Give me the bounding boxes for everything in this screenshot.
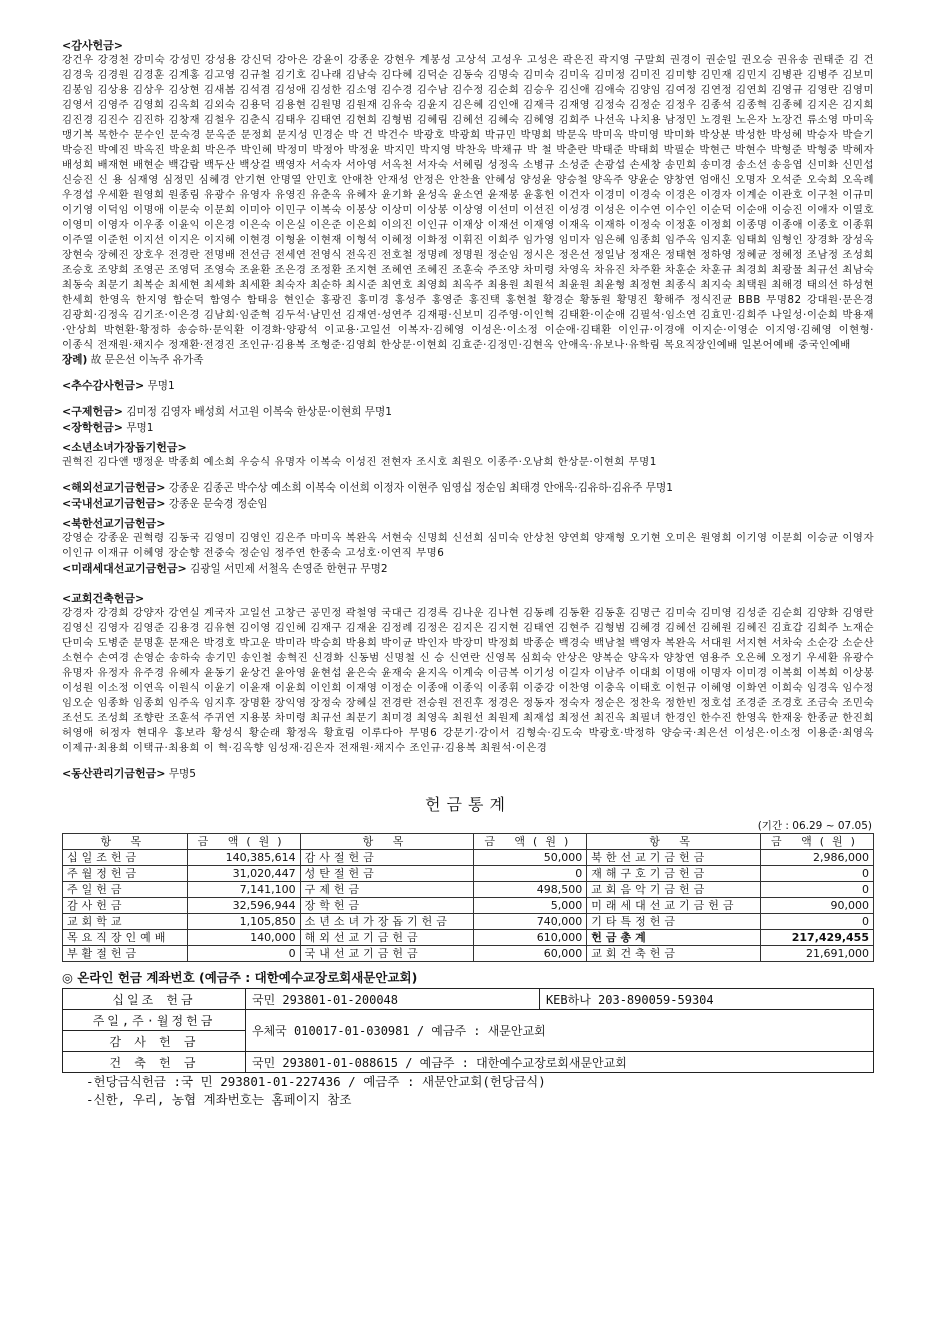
section-title: <해외선교기금헌금> xyxy=(62,481,166,494)
stats-amount: 31,020,447 xyxy=(187,866,300,882)
stats-header: 항 목 xyxy=(587,834,761,850)
stats-amount: 140,385,614 xyxy=(187,850,300,866)
accounts-table xyxy=(62,988,874,1073)
stats-row xyxy=(63,882,874,898)
stats-table xyxy=(62,833,874,962)
section-title: 장례) xyxy=(62,354,88,366)
stats-header: 금 액(원) xyxy=(474,834,587,850)
stats-amount: 0 xyxy=(187,946,300,962)
stats-item: 주일헌금 xyxy=(63,882,188,898)
stats-header: 금 액(원) xyxy=(761,834,874,850)
stats-amount: 0 xyxy=(761,866,874,882)
section-title: <장학헌금> xyxy=(62,421,123,434)
thanks-label: 감 사 헌 금 xyxy=(63,1031,246,1052)
stats-item: 소년소녀가장돕기헌금 xyxy=(300,914,474,930)
building-label: 건 축 헌 금 xyxy=(63,1052,246,1073)
stats-amount: 90,000 xyxy=(761,898,874,914)
section-inline: 김미정 김영자 배성희 서고원 이복숙 한상문·이현희 무명1 xyxy=(126,406,392,418)
stats-row xyxy=(63,946,874,962)
section-inline: 강종운 문숙경 정순임 xyxy=(168,498,268,510)
section-relief-group xyxy=(62,404,874,470)
stats-item: 감사헌금 xyxy=(63,898,188,914)
section-body: 강건우 강경천 강미숙 강성민 강성용 강신덕 강아은 강윤이 강종운 강현우 계봉성 고상석 고성우 고성은 곽은진 곽지영 구말희 권경이 권순일 권오승 권유송 권태준 김 건 김경욱 김경원 김경훈 김계홍 김고영 김규철 김기호 김나래 김남숙 김다혜 김덕순 김동숙 김명숙 김미숙 김미옥 김미정 김미진 김미향 김민재 김민지 김병관 김병주 김보미 김봉임 김상용 김상우 김상현 김새봄 김석겸 김성애 김성한 김소영 김수경 김수남 김수정 김순희 김승우 김신애 김애숙 김양임 김여정 김연정 김연희 김영규 김영란 김영미 김영서 김영주 김영희 김옥희 김외숙 김용덕 김용현 김원명 김원재 김유숙 김윤지 김은혜 김인애 김재극 김재영 김정숙 김정순 김정우 김종석 김종혁 김종혜 김지은 김지희 김진경 김진수 김진하 김창재 김철우 김춘식 김태우 김태연 김현희 김형범 김혜림 김혜선 김혜숙 김혜영 김희주 나선옥 나치용 남정민 노경원 노은자 노장건 류소영 마미옥 맹기복 목한수 문수인 문숙경 문옥준 문정희 문지성 민경순 박 건 박건수 박광호 박광희 박규민 박명희 박문옥 박미옥 박미영 박미화 박상분 박성한 박성혜 박승자 박슬기 박승진 박예진 박옥진 박운희 박은주 박인혜 박정미 박정아 박정윤 박지민 박지영 박찬욱 박채규 박 철 박춘란 박태준 박태희 박필순 박현근 박현수 박형준 박형중 박혜자 배성희 배재현 배현순 백갑람 백두산 백상걸 백영자 서숙자 서아영 서옥천 서자숙 서혜림 성정옥 소병규 소성준 손광섭 손세창 송민희 송미경 송소선 송응엽 신미화 신민섭 신승진 신 용 심재영 심정민 심혜경 안기현 안명열 안민호 안애찬 안재성 안정은 안찬율 안혜성 양성윤 양승철 양옥주 양윤순 양창연 엄애신 오명자 오석준 오숙희 오옥례 우경섭 우세환 원영희 원종림 유광수 유영자 유영진 유춘옥 유혜자 윤기화 윤성옥 윤소연 윤재봉 윤홍헌 이건자 이경미 이경숙 이경은 이경자 이계순 이관호 이구천 이규미 이기영 이덕임 이명애 이문숙 이문희 이미아 이민구 이복숙 이봉상 이상미 이상봉 이상영 이선미 이선진 이성경 이성은 이수연 이수인 이순덕 이순애 이승진 이애자 이열호 이영미 이영자 이우종 이윤익 이은경 이은숙 이은실 이은준 이은희 이의진 이인규 이재상 이재선 이재영 이재옥 이재하 이정숙 이정훈 이정희 이종명 이종애 이종호 이종휘 이주열 이준헌 이지선 이지은 이지혜 이현경 이형윤 이현재 이형석 이혜정 이화정 이휘진 이희주 임가영 임미자 임은혜 임종희 임주옥 임지훈 임태희 임형인 장경화 장성옥 장현숙 장혜진 장호우 전경란 전명배 전선금 전세연 전영식 전옥진 전호철 정명례 정명원 정순임 정시은 정은선 정일남 정재은 정태현 정하영 정혜균 정혜정 조남정 조성희 조승호 조양희 조영곤 조영덕 조영숙 조윤환 조은경 조정환 조지현 조혜연 조혜진 조훈숙 주조양 차미령 차영옥 차유진 차주환 차훈순 차훈규 최경희 최광물 최규선 최남숙 최동숙 최문기 최복순 최세현 최세화 최세환 최숙자 최순하 최시준 최연호 최영희 최옥주 최용원 최원석 최윤원 최윤형 최정현 최종식 최지숙 최택원 최해경 태의선 하성현 한세희 한영옥 한지영 함순덕 함영수 함태응 현인순 홍광진 홍미경 홍성주 홍영준 홍진택 홍현철 황경순 황동원 황명진 황해주 정식진균 BBB 무명82 강대원·문은경 김광희·김정옥 김기조·이은경 김남희·임준혁 김두석·남민선 김재연·성연주 김재평·신보미 김주영·이인혁 김태환·이순애 김필석·임소연 김효민·김희주 나일성·이순희 박용재·안상희 박현환·황정하 송승하·문익환 이경화·양광석 이교용·고일선 이복자·김혜영 이성은·이소정 이순애·김태환 이인규·이경애 이지순·이영순 이지영·김혜영 이현형·이종식 전재원·채지수 정재환·전경진 조인규·김용복 조형준·김영희 한상문·이현희 김효준·김정민·김현옥 안애옥·유보나·유학림 목요직장인예배 일본어예배 중국인예배 xyxy=(62,54,874,351)
stats-amount: 498,500 xyxy=(474,882,587,898)
section-inline: 故 문은선 이녹주 유가족 xyxy=(90,354,204,366)
note-1: -헌당금식헌금 :국 민 293801-01-227436 / 예금주 : 새문안교회(헌당금식) xyxy=(86,1074,546,1089)
stats-amount: 1,105,850 xyxy=(187,914,300,930)
tithe-account-2: KEB하나 203-890059-59304 xyxy=(539,989,873,1010)
section-title: <소년소녀가장돕기헌금> xyxy=(62,441,187,454)
stats-row xyxy=(63,866,874,882)
stats-item: 국내선교기금헌금 xyxy=(300,946,474,962)
tithe-label: 십일조 헌금 xyxy=(63,989,246,1010)
stats-amount: 7,141,100 xyxy=(187,882,300,898)
stats-amount: 50,000 xyxy=(474,850,587,866)
stats-amount: 2,986,000 xyxy=(761,850,874,866)
stats-amount: 140,000 xyxy=(187,930,300,946)
post-account: 우체국 010017-01-030981 / 예금주 : 새문안교회 xyxy=(246,1010,874,1052)
stats-title: 헌금통계 xyxy=(425,795,511,814)
stats-item: 재해구호기금헌금 xyxy=(587,866,761,882)
stats-amount: 21,691,000 xyxy=(761,946,874,962)
section-inline: 강종운 김종곤 박수상 예소희 이복숙 이선희 이정자 이현주 임영십 정순임 최태경 안애옥·김유하·김유주 무명1 xyxy=(168,482,673,494)
section-inline: 김광일 서민제 서철옥 손영준 한현규 무명2 xyxy=(190,563,388,575)
stats-row xyxy=(63,930,874,946)
section-body: 강경자 강경희 강양자 강연실 계국자 고일선 고창근 공민정 곽철영 국대근 김경록 김나운 김나현 김동례 김동환 김동훈 김명근 김미숙 김미영 김성준 김순희 김양화 김영란 김영신 김영자 김영준 김용경 김유현 김이영 김인혜 김재구 김재윤 김정례 김정은 김지은 김지현 김태연 김현주 김형범 김혜경 김혜선 김혜원 김혜진 김효갑 김희주 노재순 단미숙 도병준 문명훈 문재은 박경호 박고운 박미라 박승희 박용희 박이균 박인자 박장미 박정희 박종순 백경숙 백남철 백영자 복완옥 서대원 서지현 서차숙 소순강 소순산 소현수 손여경 손영순 송하숙 송기민 송인철 송혁진 신경화 신동범 신명철 신 승 신연란 신영목 심희숙 안상은 양복순 양옥자 양창연 염용주 오은혜 오정기 우세환 유광수 유명자 유정자 유주경 유혜자 윤동기 윤상건 윤아영 윤현섭 윤은숙 윤재숙 윤지옥 이계숙 이금복 이기성 이길자 이남주 이대희 이명애 이명자 이미경 이복희 이복희 이상봉 이성원 이소정 이연옥 이원식 이윤기 이윤재 이윤희 이인희 이재영 이정순 이종애 이종익 이종휘 이중강 이찬영 이충옥 이태호 이헌규 이혜영 이화연 이희숙 임경옥 임수정 임오순 임종화 임종희 임주옥 임지후 장명환 장익영 장정숙 장혜실 전경란 전승원 전진후 정경은 정동자 정숙자 정순은 정찬욱 정한빈 정호섭 조경준 조경호 조금숙 조민숙 조선도 조성희 조향란 조훈석 주귀연 지용봉 차미령 최규선 최문기 최미경 최영옥 최원선 최원제 최재섭 최정선 최진옥 최필녀 한경인 한수진 한영옥 한재웅 한종균 한진희 허영애 허정자 현대우 홍보라 황성식 황순래 황정옥 황효림 이루다아 무명6 강문기·강이서 김형숙·김도숙 박광호·박정하 양승국·최은선 이성은·이소정 이용준·최영옥 이제규·최용희 이택규·최용희 이 혁·김옥향 임성재·김은자 전재원·채지수 조인규·김용복 최원석·이은경 xyxy=(62,607,874,754)
section-harvest xyxy=(62,378,874,394)
stats-amount: 5,000 xyxy=(474,898,587,914)
stats-header: 항 목 xyxy=(300,834,474,850)
stats-item: 교회건축헌금 xyxy=(587,946,761,962)
stats-amount: 610,000 xyxy=(474,930,587,946)
stats-amount: 0 xyxy=(761,914,874,930)
stats-item: 미래세대선교기금헌금 xyxy=(587,898,761,914)
stats-amount: 0 xyxy=(474,866,587,882)
section-property xyxy=(62,766,874,782)
stats-item: 기타특정헌금 xyxy=(587,914,761,930)
stats-item: 구제헌금 xyxy=(300,882,474,898)
section-mission-group xyxy=(62,480,874,577)
stats-amount: 217,429,455 xyxy=(761,930,874,946)
stats-item: 십일조헌금 xyxy=(63,850,188,866)
section-title: <추수감사헌금> xyxy=(62,379,145,392)
stats-item: 목요직장인예배 xyxy=(63,930,188,946)
weekly-label: 주일,주·월정헌금 xyxy=(63,1010,246,1031)
tithe-account-1: 국민 293801-01-200048 xyxy=(246,989,540,1010)
section-inline: 무명1 xyxy=(147,380,175,392)
section-title: <감사헌금> xyxy=(62,39,123,52)
section-title: <구제헌금> xyxy=(62,405,123,418)
stats-item: 북한선교기금헌금 xyxy=(587,850,761,866)
section-inline: 무명1 xyxy=(126,422,154,434)
stats-period: (기간 : 06.29 ~ 07.05) xyxy=(757,820,872,832)
stats-item: 부활절헌금 xyxy=(63,946,188,962)
offering-sections xyxy=(62,34,874,782)
section-building xyxy=(62,587,874,756)
section-inline: 무명5 xyxy=(168,768,197,780)
stats-item: 주월정헌금 xyxy=(63,866,188,882)
stats-item: 교회학교 xyxy=(63,914,188,930)
stats-item: 헌금총계 xyxy=(587,930,761,946)
offering-page xyxy=(62,34,874,1109)
section-body: 권혁진 김다앤 맹정운 박종희 예소희 우승식 유명자 이복숙 이성진 전현자 조시호 최원오 이종주·오남희 한상문·이현희 무명1 xyxy=(62,456,657,468)
stats-amount: 740,000 xyxy=(474,914,587,930)
section-title: <북한선교기금헌금> xyxy=(62,517,166,530)
section-title: <국내선교기금헌금> xyxy=(62,497,166,510)
stats-item: 성탄절헌금 xyxy=(300,866,474,882)
stats-amount: 60,000 xyxy=(474,946,587,962)
stats-amount: 0 xyxy=(761,882,874,898)
section-thanks xyxy=(62,34,874,368)
section-title: <미래세대선교기금헌금> xyxy=(62,562,187,575)
stats-item: 감사절헌금 xyxy=(300,850,474,866)
stats-item: 해외선교기금헌금 xyxy=(300,930,474,946)
stats-header: 금 액(원) xyxy=(187,834,300,850)
stats-row xyxy=(63,914,874,930)
section-title: <동산관리기금헌금> xyxy=(62,767,166,780)
note-2: -신한, 우리, 농협 계좌번호는 홈페이지 참조 xyxy=(86,1092,352,1107)
stats-header: 항 목 xyxy=(63,834,188,850)
stats-row xyxy=(63,850,874,866)
stats-item: 교회음악기금헌금 xyxy=(587,882,761,898)
stats-item: 장학헌금 xyxy=(300,898,474,914)
accounts-title: ◎ 온라인 헌금 계좌번호 (예금주 : 대한예수교장로회새문안교회) xyxy=(62,970,418,985)
stats-row xyxy=(63,898,874,914)
building-account: 국민 293801-01-088615 / 예금주 : 대한예수교장로회새문안교회 xyxy=(246,1052,874,1073)
section-body: 강영순 강종운 권혁령 김동국 김영미 김영인 김은주 마미옥 복완옥 서현숙 신명희 신선희 심미숙 안상천 양연희 양재형 오기현 오미은 원영희 이기영 이문희 이승균 이영자 이인규 이재규 이혜영 장순향 전중숙 정순임 정주연 한종숙 고성호·이연직 무명6 xyxy=(62,532,874,559)
section-title: <교회건축헌금> xyxy=(62,592,145,605)
stats-amount: 32,596,944 xyxy=(187,898,300,914)
